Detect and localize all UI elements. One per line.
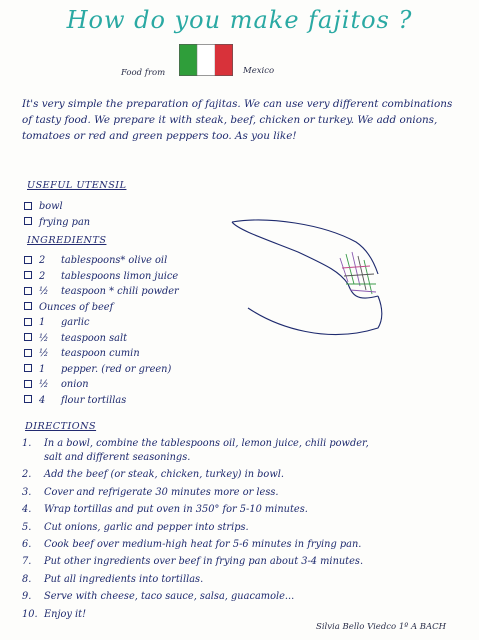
direction-step [22,521,472,535]
ingredient-label: flour tortillas [61,394,127,406]
step-text: Serve with cheese, taco sauce, salsa, guacamole... [44,591,295,603]
checkbox-icon [24,349,32,357]
mexico-flag-icon [179,44,233,76]
direction-step [22,503,472,517]
utensil-list [24,200,90,231]
flag-green-stripe [179,44,197,76]
checkbox-icon [24,395,32,403]
list-item [24,270,179,286]
ingredient-qty: 4 [39,394,46,406]
direction-step [22,486,472,500]
step-number: 2. [22,469,32,481]
ingredient-qty: ½ [39,379,49,390]
checkbox-icon [24,333,32,341]
list-item [24,254,179,270]
ingredient-qty: ½ [39,348,49,359]
fajita-drawing [228,210,388,348]
ingredient-label: tablespoons* olive oil [61,255,168,266]
list-item [24,200,90,216]
checkbox-icon [24,202,32,210]
step-text: Wrap tortillas and put oven in 350° for 5-10 minutes. [44,504,308,516]
ingredient-label: onion [61,379,89,390]
checkbox-icon [24,271,32,279]
country-label: Mexico [243,66,275,76]
list-item [24,332,179,348]
list-item [24,378,179,394]
step-number: 10. [22,608,38,620]
step-text: In a bowl, combine the tablespoons oil, lemon juice, chili powder, [44,438,369,449]
ingredient-qty: 1 [39,317,46,328]
directions-list [22,437,472,625]
ingredients-heading: INGREDIENTS [27,235,107,246]
step-number: 3. [22,486,32,498]
step-number: 9. [22,591,32,603]
direction-step [22,573,472,587]
step-text: Put all ingredients into tortillas. [44,573,204,585]
step-text: Cover and refrigerate 30 minutes more or less. [44,486,279,498]
ingredient-label: garlic [61,317,90,328]
step-number: 4. [22,504,32,516]
utensil-label: bowl [39,201,63,212]
ingredient-label: teaspoon cumin [61,348,140,359]
step-text: Put other ingredients over beef in frying pan about 3-4 minutes. [44,556,364,568]
checkbox-icon [24,318,32,326]
checkbox-icon [24,364,32,372]
ingredient-label: teaspoon salt [61,332,128,344]
food-from-label: Food from [121,68,166,78]
step-number: 6. [22,538,32,550]
intro-paragraph: It's very simple the preparation of fajitas. We can use very different combinations of tasty food. We prepare it with steak, beef, chicken or turkey. We add onions, tomatoes or red and green peppers too. As you like! [22,98,453,142]
step-continuation: salt and different seasonings. [44,452,191,463]
list-item [24,363,179,379]
ingredient-label: pepper. (red or green) [61,363,172,375]
utensil-label: frying pan [39,216,91,228]
ingredient-label: teaspoon * chili powder [61,286,179,297]
ingredient-qty: 2 [39,255,46,266]
list-item [24,394,179,410]
list-item [24,301,179,317]
list-item [24,216,90,232]
checkbox-icon [24,302,32,310]
directions-heading: DIRECTIONS [25,421,97,432]
list-item [24,285,179,301]
step-number: 8. [22,573,32,585]
list-item [24,347,179,363]
checkbox-icon [24,380,32,388]
step-text: Cook beef over medium-high heat for 5-6 minutes in frying pan. [44,538,362,550]
flag-white-stripe [197,44,215,76]
direction-step [22,608,472,622]
ingredient-qty: ½ [39,286,49,297]
ingredient-qty: 2 [39,270,46,282]
step-number: 5. [22,521,32,533]
step-text: Cut onions, garlic and pepper into strips. [44,521,249,533]
ingredient-label: Ounces of beef [39,301,114,313]
flag-red-stripe [215,44,233,76]
direction-step [22,468,472,482]
direction-step [22,437,472,465]
checkbox-icon [24,287,32,295]
ingredient-label: tablespoons limon juice [61,270,179,282]
ingredient-qty: ½ [39,332,49,344]
step-number: 7. [22,556,32,568]
direction-step [22,590,472,604]
checkbox-icon [24,256,32,264]
step-text: Enjoy it! [44,608,87,620]
direction-step [22,555,472,569]
checkbox-icon [24,217,32,225]
step-text: Add the beef (or steak, chicken, turkey) in bowl. [44,469,284,481]
ingredient-qty: 1 [39,363,46,375]
author-signature: Silvia Bello Viedco 1º A BACH [316,622,447,632]
direction-step [22,538,472,552]
ingredients-list [24,254,179,409]
list-item [24,316,179,332]
step-number: 1. [22,438,32,449]
page-title: How do you make fajitos ? [66,6,413,34]
utensil-heading: USEFUL UTENSIL [27,180,127,191]
